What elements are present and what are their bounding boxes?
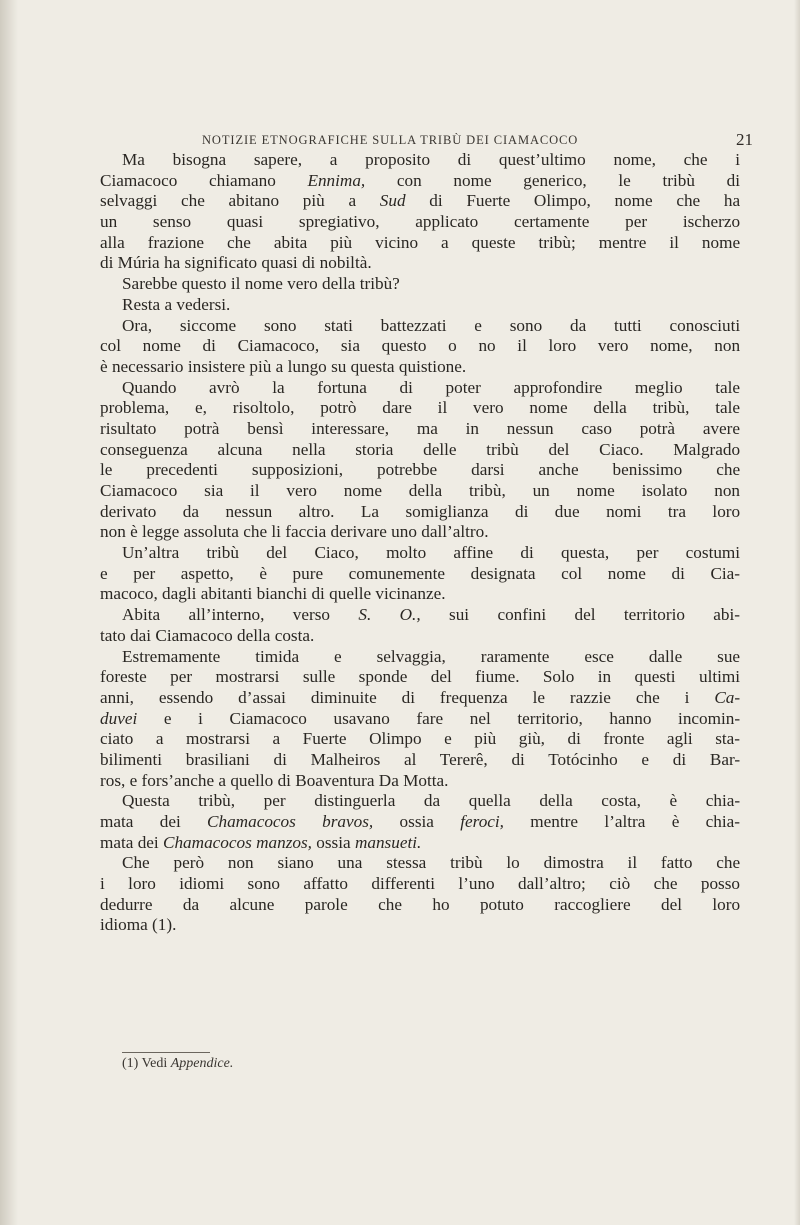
text-line: alla frazione che abita più vicino a queste tribù; mentre il nome [100,232,740,252]
text-line: macoco, dagli abitanti bianchi di quelle vicinanze. [100,584,446,604]
text-line: problema, e, risoltolo, potrò dare il vero nome della tribù, tale [100,398,740,418]
text-line: bilimenti brasiliani di Malheiros al Tererê, di Totócinho e di Bar- [100,749,740,769]
footnote-text: Vedi [141,1056,168,1071]
text-line: di Múria ha significato quasi di nobiltà. [100,253,372,273]
text-line: derivato da nessun altro. La somiglianza di due nomi tra loro [100,501,740,521]
footnote-reference: Appendice. [170,1056,234,1071]
text-line: Ciamacoco sia il vero nome della tribù, un nome isolato non [100,481,740,500]
text-line: Un’altra tribù del Ciaco, molto affine di questa, per costumi [122,543,740,563]
text-line: foreste per mostrarsi sulle sponde del fiume. Solo in questi ultimi [100,667,740,687]
text-line: Abita all’interno, verso S. O., sui confini del territorio abi- [122,605,740,625]
text-line: Sarebbe questo il nome vero della tribù? [122,274,400,294]
text-line: Che però non siano una stessa tribù lo dimostra il fatto che [122,853,740,873]
text-line: duvei e i Ciamacoco usavano fare nel territorio, hanno incomin- [100,708,740,728]
text-line: non è legge assoluta che li faccia derivare uno dall’altro. [100,522,489,542]
footnote-rule [122,1052,210,1053]
page-number: 21 [736,130,753,149]
text-line: un senso quasi spregiativo, applicato certamente per ischerzo [100,212,740,232]
text-line: idioma (1). [100,915,177,935]
text-line: le precedenti supposizioni, potrebbe darsi anche benissimo che [100,460,740,480]
text-line: tato dai Ciamacoco della costa. [100,625,315,645]
footnote [122,1056,233,1072]
page-edge-shadow-left [0,0,18,1225]
body-text [100,150,740,936]
text-line: col nome di Ciamacoco, sia questo o no il loro vero nome, non [100,336,740,356]
text-line: e per aspetto, è pure comunemente designata col nome di Cia- [100,563,740,583]
text-line: mata dei Chamacocos manzos, ossia mansueti. [100,832,422,852]
text-line: è necessario insistere più a lungo su questa quistione. [100,356,467,376]
text-line: Quando avrò la fortuna di poter approfondire meglio tale [122,377,740,397]
text-line: dedurre da alcune parole che ho potuto raccogliere del loro [100,894,740,914]
text-line: risultato potrà bensì interessare, ma in nessun caso potrà avere [100,418,740,438]
text-line: anni, essendo d’assai diminuite di frequenza le razzie che i Ca- [100,687,740,707]
page-edge-shadow-right [794,0,800,1225]
text-line: Ciamacoco chiamano Ennima, con nome generico, le tribù di [100,170,740,190]
text-line: Estremamente timida e selvaggia, raramente esce dalle sue [122,646,740,666]
text-line: ciato a mostrarsi a Fuerte Olimpo e più giù, di fronte agli sta- [100,729,740,749]
text-line: ros, e fors’anche a quello di Boaventura Da Motta. [100,770,449,790]
text-line: Resta a vedersi. [122,294,231,314]
text-line: i loro idiomi sono affatto differenti l’uno dall’altro; ciò che posso [100,874,740,894]
text-line: mata dei Chamacocos bravos, ossia feroci, mentre l’altra è chia- [100,812,740,831]
running-head: NOTIZIE ETNOGRAFICHE SULLA TRIBÙ DEI CIAMACOCO [202,133,579,147]
text-line: conseguenza alcuna nella storia delle tribù del Ciaco. Malgrado [100,439,740,459]
text-line: Ora, siccome sono stati battezzati e sono da tutti conosciuti [122,315,740,335]
text-line: selvaggi che abitano più a Sud di Fuerte Olimpo, nome che ha [100,191,740,211]
footnote-marker: (1) [122,1056,139,1071]
text-line: Ma bisogna sapere, a proposito di quest’ultimo nome, che i [122,150,740,169]
text-line: Questa tribù, per distinguerla da quella della costa, è chia- [122,791,740,811]
